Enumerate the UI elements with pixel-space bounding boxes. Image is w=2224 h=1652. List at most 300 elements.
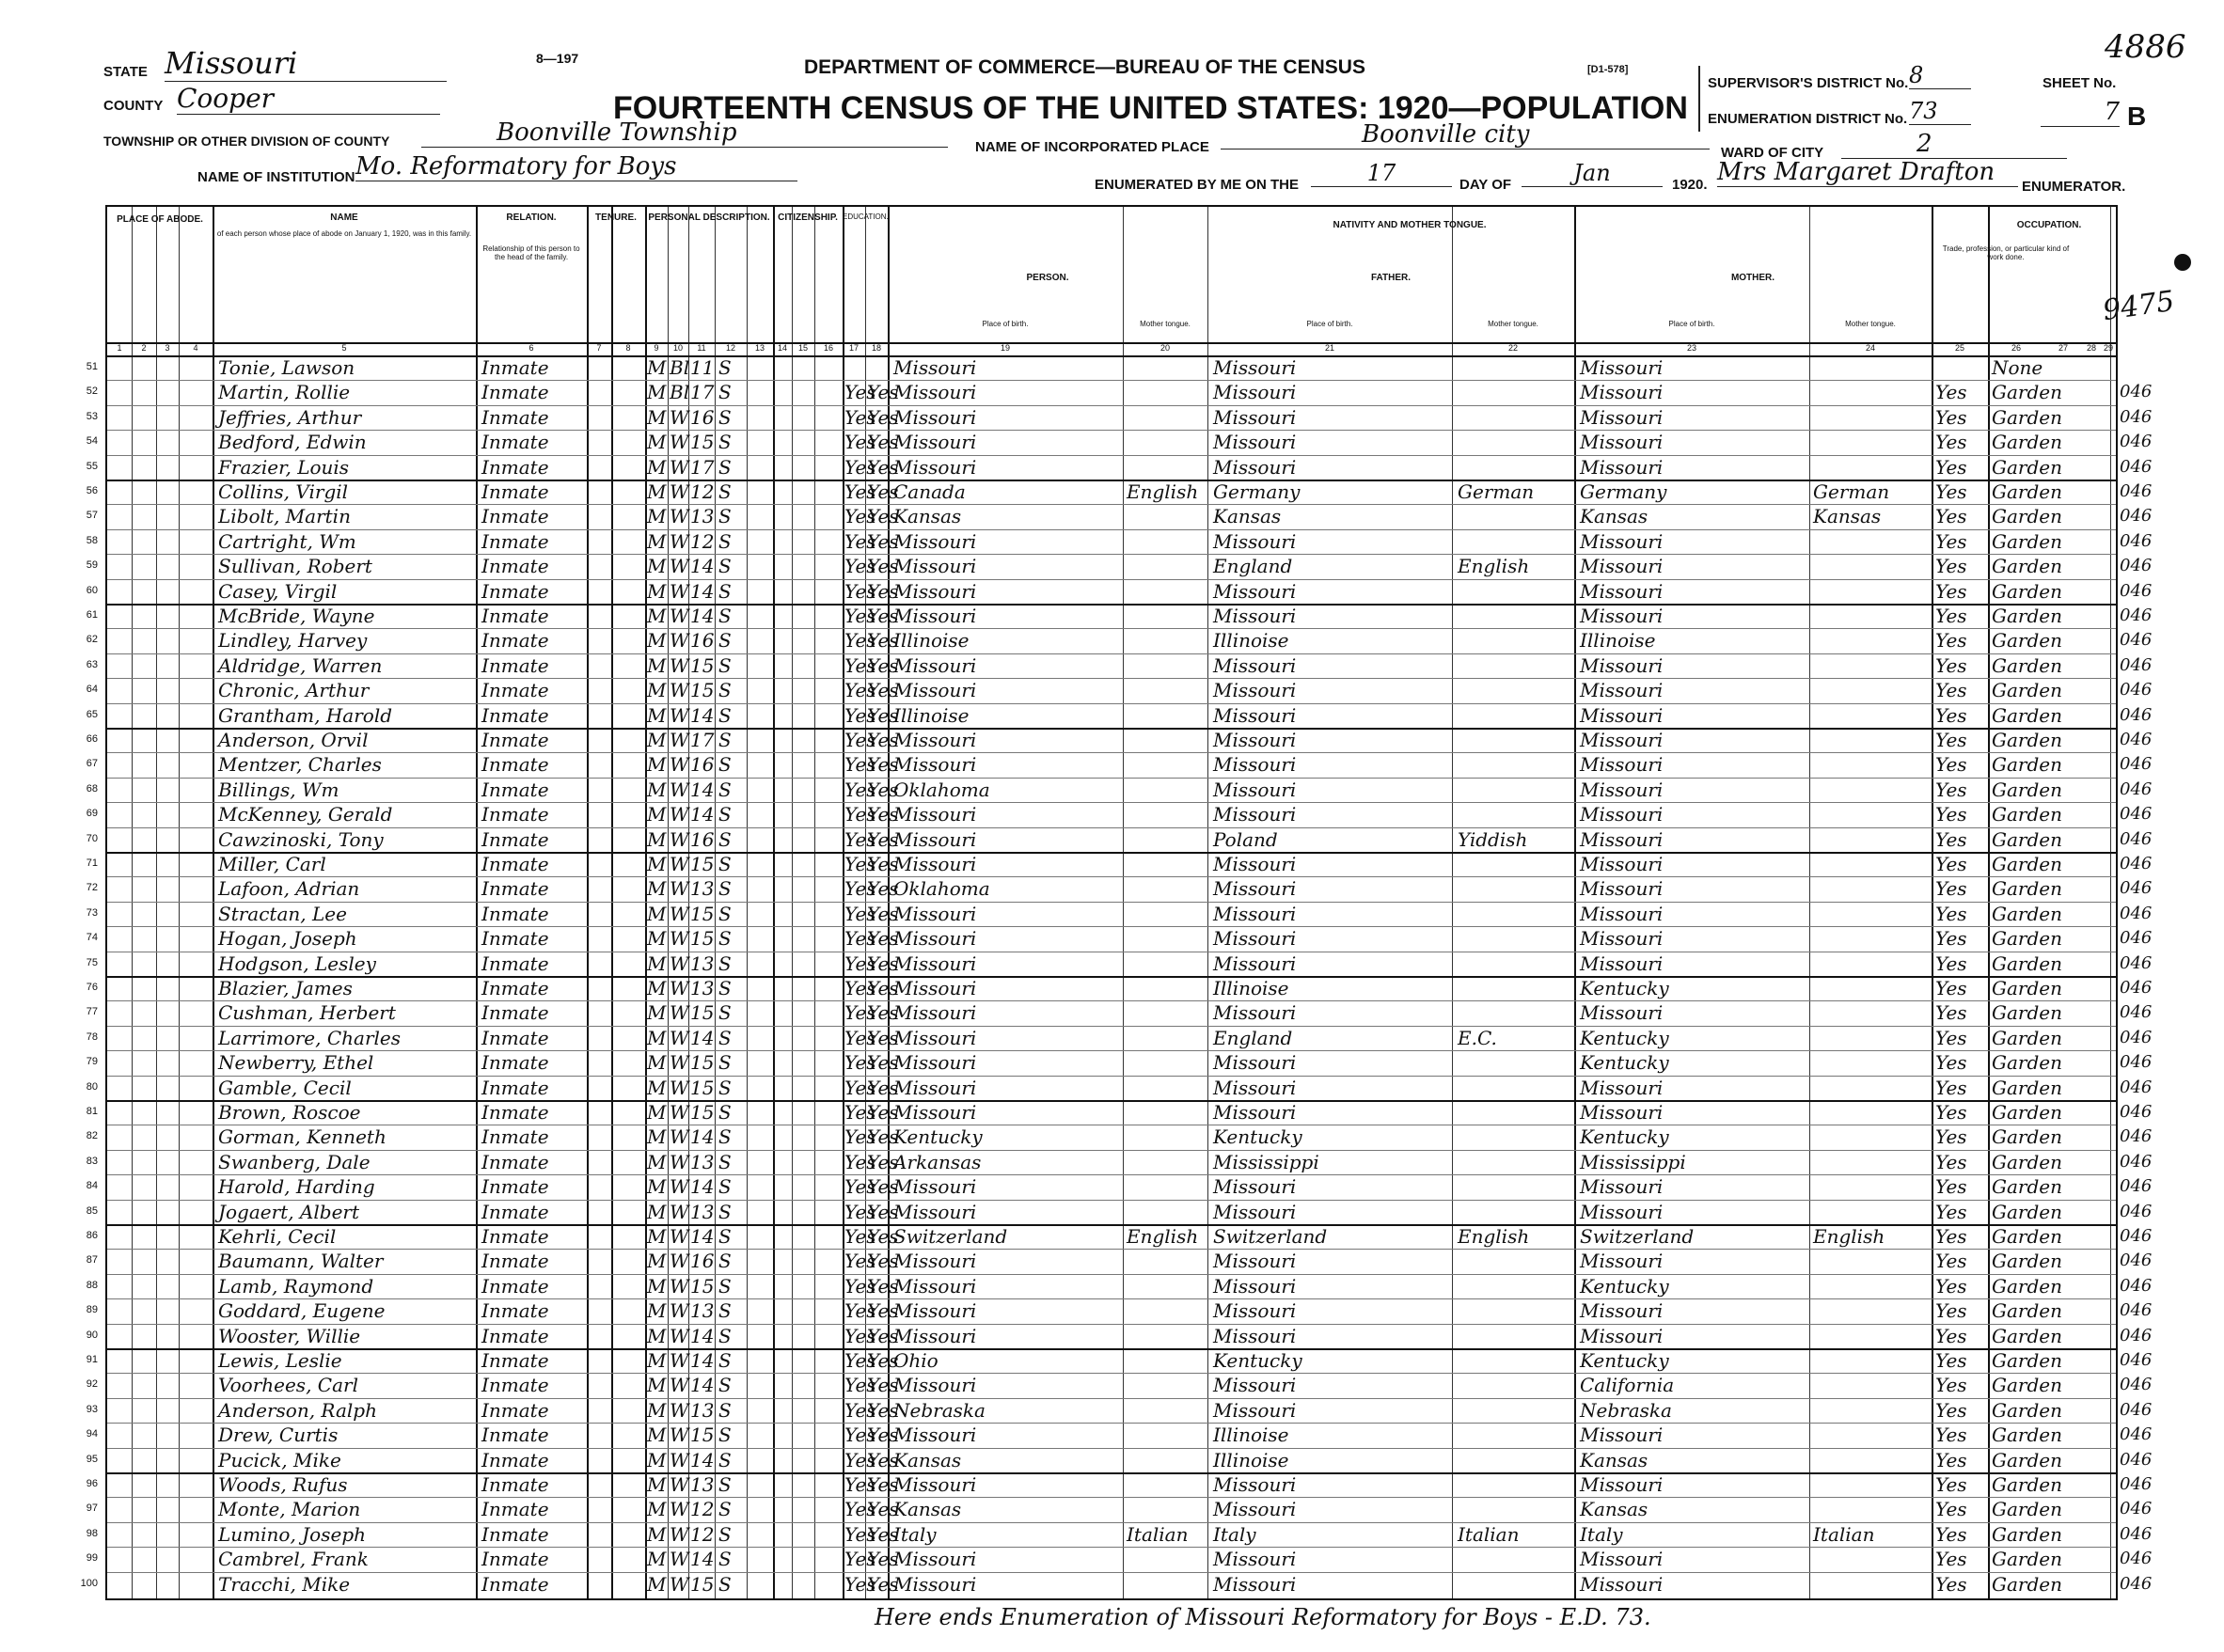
- cell-tongue: [1127, 1299, 1206, 1323]
- cell-trade: Garden: [1992, 529, 2062, 553]
- cell-mpob: Kansas: [1580, 1448, 1648, 1471]
- cell-sch: Yes: [844, 431, 876, 454]
- cell-rd: Yes: [867, 381, 899, 404]
- row-number: 59: [86, 559, 98, 572]
- cell-ms: S: [718, 1299, 732, 1323]
- cell-trade: Garden: [1992, 381, 2062, 404]
- cell-eng: Yes: [1935, 877, 1967, 901]
- cell-eng: Yes: [1935, 579, 1967, 603]
- row-number: 100: [80, 1577, 98, 1589]
- cell-race: Bl: [670, 381, 690, 404]
- table-row: [107, 1150, 2116, 1174]
- cell-eng: Yes: [1935, 381, 1967, 404]
- cell-rd: Yes: [867, 827, 899, 851]
- cell-rel: Inmate: [481, 1448, 549, 1471]
- supervisor-value: 8: [1909, 62, 1971, 89]
- cell-trade: Garden: [1992, 1200, 2062, 1223]
- cell-age: 14: [690, 778, 715, 801]
- cell-sch: Yes: [844, 405, 876, 429]
- row-number: 56: [86, 485, 98, 496]
- cell-mtongue: [1813, 853, 1930, 876]
- township-label: TOWNSHIP OR OTHER DIVISION OF COUNTY: [103, 134, 390, 149]
- cell-ftongue: [1458, 1077, 1570, 1100]
- table-row: [107, 455, 2116, 480]
- cell-sex: M: [647, 729, 667, 751]
- cell-sex: M: [647, 1175, 667, 1199]
- cell-ftongue: [1458, 505, 1570, 528]
- cell-eng: Yes: [1935, 827, 1967, 851]
- occupation-code: 046: [2120, 928, 2153, 949]
- cell-eng: Yes: [1935, 1398, 1967, 1422]
- occupation-code: 046: [2120, 952, 2153, 973]
- cell-race: W: [670, 1398, 689, 1422]
- cell-ftongue: [1458, 1399, 1570, 1423]
- cell-sex: M: [647, 1150, 667, 1173]
- county-value: Cooper: [177, 83, 440, 115]
- cell-sex: M: [647, 902, 667, 925]
- cell-sch: Yes: [844, 977, 876, 999]
- cell-mtongue: German: [1813, 480, 1890, 503]
- cell-tongue: [1127, 1424, 1206, 1447]
- cell-pob: Missouri: [893, 827, 977, 851]
- occupation-code: 046: [2120, 382, 2153, 402]
- table-row: [107, 1348, 2116, 1373]
- cell-name: Martin, Rollie: [218, 381, 351, 404]
- table-row: [107, 852, 2116, 876]
- column-number: 4: [193, 343, 198, 353]
- occupation-code: 046: [2120, 1102, 2153, 1122]
- cell-mpob: Missouri: [1580, 605, 1664, 627]
- header-mother-tongue: Mother tongue.: [1845, 320, 1896, 328]
- cell-mtongue: [1813, 1101, 1930, 1125]
- occupation-code: 046: [2120, 1027, 2153, 1047]
- cell-trade: Garden: [1992, 1076, 2062, 1099]
- row-number: 83: [86, 1155, 98, 1167]
- cell-eng: Yes: [1935, 1324, 1967, 1347]
- cell-trade: Garden: [1992, 1101, 2062, 1124]
- cell-sch: Yes: [844, 753, 876, 777]
- cell-age: 14: [690, 703, 715, 727]
- cell-fpob: Missouri: [1213, 579, 1297, 603]
- cell-rd: Yes: [867, 1150, 899, 1173]
- cell-sex: M: [647, 1076, 667, 1099]
- cell-sch: Yes: [844, 1374, 876, 1397]
- cell-mtongue: [1813, 952, 1930, 976]
- cell-mpob: Missouri: [1580, 529, 1664, 553]
- cell-trade: Garden: [1992, 431, 2062, 454]
- cell-trade: Garden: [1992, 952, 2062, 975]
- occupation-code: 046: [2120, 432, 2153, 452]
- cell-ftongue: [1458, 729, 1570, 752]
- cell-trade: Garden: [1992, 679, 2062, 702]
- cell-sex: M: [647, 703, 667, 727]
- row-number: 98: [86, 1527, 98, 1539]
- cell-ftongue: [1458, 1051, 1570, 1075]
- table-row: [107, 876, 2116, 901]
- cell-ms: S: [718, 1324, 732, 1347]
- column-number: 13: [754, 343, 765, 353]
- cell-pob: Missouri: [893, 431, 977, 454]
- occupation-code: 046: [2120, 456, 2153, 477]
- institution-label: NAME OF INSTITUTION: [197, 169, 355, 185]
- cell-rel: Inmate: [481, 579, 549, 603]
- header-place-of-birth: Place of birth.: [982, 320, 1029, 328]
- cell-tongue: [1127, 828, 1206, 852]
- cell-ms: S: [718, 480, 732, 503]
- cell-pob: Arkansas: [893, 1150, 982, 1173]
- row-number: 60: [86, 584, 98, 596]
- cell-name: Miller, Carl: [218, 853, 326, 875]
- cell-rel: Inmate: [481, 1026, 549, 1049]
- cell-sch: Yes: [844, 1424, 876, 1447]
- cell-race: W: [670, 729, 689, 751]
- cell-sch: Yes: [844, 1522, 876, 1546]
- cell-mpob: Kentucky: [1580, 1125, 1669, 1149]
- cell-pob: Oklahoma: [893, 778, 990, 801]
- cell-tongue: [1127, 1399, 1206, 1423]
- table-row: [107, 1050, 2116, 1075]
- cell-rel: Inmate: [481, 381, 549, 404]
- column-number: 9: [654, 343, 659, 353]
- row-number: 86: [86, 1230, 98, 1241]
- cell-age: 14: [690, 555, 715, 578]
- cell-mtongue: [1813, 1175, 1930, 1199]
- cell-ftongue: [1458, 1250, 1570, 1273]
- cell-fpob: Missouri: [1213, 1051, 1297, 1075]
- cell-age: 15: [690, 1101, 715, 1124]
- cell-name: Bedford, Edwin: [218, 431, 367, 454]
- cell-sex: M: [647, 431, 667, 454]
- cell-eng: Yes: [1935, 1424, 1967, 1447]
- cell-mtongue: [1813, 406, 1930, 430]
- table-row: [107, 1497, 2116, 1521]
- enumerator-label: ENUMERATOR.: [2022, 179, 2126, 195]
- cell-name: Hogan, Joseph: [218, 927, 357, 951]
- cell-pob: Missouri: [893, 803, 977, 826]
- cell-mtongue: [1813, 1001, 1930, 1025]
- cell-mpob: Missouri: [1580, 902, 1664, 925]
- cell-sch: Yes: [844, 1225, 876, 1248]
- cell-rel: Inmate: [481, 729, 549, 751]
- cell-race: W: [670, 1548, 689, 1571]
- cell-fpob: Missouri: [1213, 455, 1297, 479]
- cell-pob: Missouri: [893, 579, 977, 603]
- cell-sex: M: [647, 629, 667, 653]
- row-number: 80: [86, 1080, 98, 1093]
- cell-race: W: [670, 1200, 689, 1223]
- cell-pob: Oklahoma: [893, 877, 990, 901]
- cell-name: Lumino, Joseph: [218, 1522, 367, 1546]
- cell-eng: Yes: [1935, 1498, 1967, 1521]
- cell-ms: S: [718, 927, 732, 951]
- cell-trade: Garden: [1992, 927, 2062, 951]
- cell-mtongue: [1813, 828, 1930, 852]
- cell-mpob: Missouri: [1580, 1473, 1664, 1496]
- cell-ms: S: [718, 1424, 732, 1447]
- row-number: 67: [86, 758, 98, 770]
- cell-fpob: Missouri: [1213, 1374, 1297, 1397]
- cell-name: Stractan, Lee: [218, 902, 347, 925]
- cell-tongue: [1127, 1101, 1206, 1125]
- cell-race: W: [670, 952, 689, 975]
- cell-sch: Yes: [844, 1051, 876, 1075]
- cell-name: Kehrli, Cecil: [218, 1225, 337, 1248]
- cell-sch: Yes: [844, 505, 876, 528]
- cell-name: Blazier, James: [218, 977, 353, 999]
- column-number: 18: [871, 343, 881, 353]
- cell-sex: M: [647, 1125, 667, 1149]
- column-number: 11: [697, 343, 706, 353]
- occupation-code: 046: [2120, 1077, 2153, 1097]
- cell-ftongue: [1458, 1473, 1570, 1497]
- cell-sch: Yes: [844, 629, 876, 653]
- cell-eng: Yes: [1935, 1175, 1967, 1199]
- occupation-code: 046: [2120, 978, 2153, 998]
- cell-rd: Yes: [867, 1548, 899, 1571]
- cell-race: W: [670, 827, 689, 851]
- cell-trade: Garden: [1992, 1125, 2062, 1149]
- cell-ftongue: [1458, 654, 1570, 678]
- cell-ms: S: [718, 1398, 732, 1422]
- header-name: NAME: [330, 212, 358, 223]
- cell-trade: Garden: [1992, 1299, 2062, 1323]
- cell-age: 14: [690, 605, 715, 627]
- cell-race: W: [670, 877, 689, 901]
- row-number: 74: [86, 932, 98, 944]
- column-number: 22: [1507, 343, 1518, 353]
- cell-sex: M: [647, 1225, 667, 1248]
- cell-pob: Italy: [893, 1522, 937, 1546]
- cell-mpob: Missouri: [1580, 431, 1664, 454]
- cell-ms: S: [718, 605, 732, 627]
- cell-mtongue: [1813, 779, 1930, 802]
- cell-race: W: [670, 1349, 689, 1372]
- cell-race: W: [670, 629, 689, 653]
- occupation-code: 046: [2120, 828, 2153, 849]
- cell-rd: Yes: [867, 703, 899, 727]
- cell-eng: Yes: [1935, 803, 1967, 826]
- occupation-code: 046: [2120, 1523, 2153, 1544]
- table-row: [107, 1000, 2116, 1025]
- table-row: [107, 1076, 2116, 1100]
- cell-ms: S: [718, 1001, 732, 1025]
- cell-mpob: Missouri: [1580, 703, 1664, 727]
- cell-mpob: Missouri: [1580, 1548, 1664, 1571]
- cell-mpob: Missouri: [1580, 803, 1664, 826]
- cell-rd: Yes: [867, 927, 899, 951]
- cell-mtongue: [1813, 629, 1930, 653]
- cell-age: 12: [690, 1498, 715, 1521]
- table-row: [107, 752, 2116, 777]
- cell-ms: S: [718, 431, 732, 454]
- cell-fpob: Missouri: [1213, 381, 1297, 404]
- cell-rel: Inmate: [481, 1349, 549, 1372]
- cell-ftongue: [1458, 1573, 1570, 1597]
- row-number: 92: [86, 1378, 98, 1391]
- occupation-code: 046: [2120, 1126, 2153, 1147]
- occupation-code: 046: [2120, 556, 2153, 576]
- cell-ms: S: [718, 827, 732, 851]
- occupation-code: 046: [2120, 779, 2153, 799]
- table-row: [107, 1200, 2116, 1224]
- occupation-code: 046: [2120, 1201, 2153, 1221]
- column-number: 24: [1865, 343, 1875, 353]
- place-label: NAME OF INCORPORATED PLACE: [975, 139, 1209, 155]
- cell-name: Anderson, Ralph: [218, 1398, 377, 1422]
- cell-trade: Garden: [1992, 1548, 2062, 1571]
- cell-mpob: California: [1580, 1374, 1675, 1397]
- cell-rd: Yes: [867, 977, 899, 999]
- cell-name: Baumann, Walter: [218, 1250, 384, 1273]
- cell-eng: Yes: [1935, 529, 1967, 553]
- cell-fpob: Missouri: [1213, 431, 1297, 454]
- ward-value: 2: [1841, 130, 2067, 159]
- cell-tongue: English: [1127, 480, 1199, 503]
- cell-name: Jogaert, Albert: [218, 1200, 360, 1223]
- state-value: Missouri: [165, 45, 447, 82]
- cell-sex: M: [647, 827, 667, 851]
- cell-tongue: [1127, 1125, 1206, 1149]
- cell-trade: Garden: [1992, 1424, 2062, 1447]
- occupation-code: 046: [2120, 1474, 2153, 1494]
- cell-race: W: [670, 1076, 689, 1099]
- table-row: [107, 653, 2116, 678]
- month-value: Jan: [1522, 160, 1663, 187]
- cell-sch: Yes: [844, 1299, 876, 1323]
- cell-sex: M: [647, 952, 667, 975]
- row-number: 73: [86, 906, 98, 919]
- table-row: [107, 1174, 2116, 1199]
- occupation-code: 046: [2120, 1176, 2153, 1197]
- cell-age: 16: [690, 827, 715, 851]
- cell-pob: Canada: [893, 480, 966, 503]
- cell-pob: Missouri: [893, 555, 977, 578]
- cell-ms: S: [718, 1274, 732, 1298]
- cell-fpob: Missouri: [1213, 1175, 1297, 1199]
- cell-rd: Yes: [867, 555, 899, 578]
- occupation-code: 046: [2120, 1251, 2153, 1271]
- cell-rel: Inmate: [481, 679, 549, 702]
- stamp-side: 9475: [2100, 284, 2177, 328]
- cell-ftongue: Italian: [1458, 1522, 1520, 1546]
- cell-fpob: Kentucky: [1213, 1349, 1302, 1372]
- cell-name: Tracchi, Mike: [218, 1572, 351, 1596]
- occupation-code: 046: [2120, 1325, 2153, 1345]
- cell-tongue: [1127, 1498, 1206, 1521]
- cell-ms: S: [718, 629, 732, 653]
- cell-age: 14: [690, 803, 715, 826]
- cell-age: 12: [690, 480, 715, 503]
- header-person: PERSON.: [1026, 273, 1069, 283]
- cell-sch: Yes: [844, 480, 876, 503]
- cell-name: Brown, Roscoe: [218, 1101, 361, 1124]
- cell-mtongue: [1813, 1424, 1930, 1447]
- stamp-top: 4886: [2105, 28, 2186, 66]
- cell-rd: Yes: [867, 653, 899, 677]
- cell-fpob: England: [1213, 555, 1293, 578]
- cell-sex: M: [647, 381, 667, 404]
- cell-mpob: Missouri: [1580, 952, 1664, 975]
- cell-rd: [867, 356, 890, 380]
- cell-name: McKenney, Gerald: [218, 803, 393, 826]
- cell-sex: M: [647, 1398, 667, 1422]
- cell-rel: Inmate: [481, 1125, 549, 1149]
- cell-age: 14: [690, 1349, 715, 1372]
- cell-mtongue: [1813, 1201, 1930, 1224]
- cell-mtongue: English: [1813, 1225, 1885, 1248]
- cell-tongue: [1127, 1001, 1206, 1025]
- column-number: 21: [1324, 343, 1334, 353]
- cell-name: Harold, Harding: [218, 1175, 375, 1199]
- occupation-code: 046: [2120, 704, 2153, 725]
- cell-rd: Yes: [867, 1274, 899, 1298]
- cell-rel: Inmate: [481, 1548, 549, 1571]
- cell-fpob: Germany: [1213, 480, 1301, 503]
- column-number: 6: [528, 343, 534, 353]
- cell-pob: Kansas: [893, 505, 962, 528]
- cell-ftongue: [1458, 1424, 1570, 1447]
- row-number: 68: [86, 782, 98, 795]
- cell-ftongue: E.C.: [1458, 1026, 1497, 1049]
- cell-name: Chronic, Arthur: [218, 679, 370, 702]
- cell-name: Larrimore, Charles: [218, 1026, 402, 1049]
- column-number: 14: [777, 343, 787, 353]
- cell-mtongue: [1813, 803, 1930, 826]
- cell-mpob: Missouri: [1580, 1076, 1664, 1099]
- cell-mpob: Missouri: [1580, 778, 1664, 801]
- cell-tongue: [1127, 977, 1206, 1000]
- cell-ftongue: [1458, 1175, 1570, 1199]
- cell-ms: S: [718, 381, 732, 404]
- cell-rel: Inmate: [481, 803, 549, 826]
- cell-race: W: [670, 1026, 689, 1049]
- cell-rel: Inmate: [481, 1225, 549, 1248]
- cell-ftongue: English: [1458, 1225, 1530, 1248]
- table-row: [107, 529, 2116, 554]
- cell-sex: M: [647, 1498, 667, 1521]
- cell-name: Aldridge, Warren: [218, 653, 383, 677]
- cell-sex: M: [647, 1548, 667, 1571]
- occupation-code: 046: [2120, 406, 2153, 427]
- cell-mtongue: [1813, 903, 1930, 926]
- cell-mtongue: [1813, 356, 1930, 380]
- column-number: 20: [1159, 343, 1170, 353]
- cell-rd: Yes: [867, 1299, 899, 1323]
- cell-mpob: Kansas: [1580, 505, 1648, 528]
- cell-rel: Inmate: [481, 653, 549, 677]
- cell-mtongue: [1813, 1151, 1930, 1174]
- cell-trade: Garden: [1992, 1324, 2062, 1347]
- cell-eng: Yes: [1935, 1374, 1967, 1397]
- cell-fpob: Missouri: [1213, 1324, 1297, 1347]
- cell-ms: S: [718, 853, 732, 875]
- cell-eng: Yes: [1935, 1299, 1967, 1323]
- cell-eng: Yes: [1935, 1200, 1967, 1223]
- cell-rel: Inmate: [481, 927, 549, 951]
- cell-pob: Nebraska: [893, 1398, 986, 1422]
- cell-pob: Switzerland: [893, 1225, 1008, 1248]
- cell-ftongue: [1458, 1349, 1570, 1373]
- cell-mtongue: [1813, 555, 1930, 578]
- cell-race: W: [670, 1448, 689, 1471]
- cell-ftongue: [1458, 1151, 1570, 1174]
- cell-name: Sullivan, Robert: [218, 555, 372, 578]
- cell-name: Frazier, Louis: [218, 455, 350, 479]
- cell-fpob: Missouri: [1213, 853, 1297, 875]
- cell-tongue: [1127, 1077, 1206, 1100]
- row-number: 89: [86, 1304, 98, 1316]
- cell-pob: Missouri: [893, 1473, 977, 1496]
